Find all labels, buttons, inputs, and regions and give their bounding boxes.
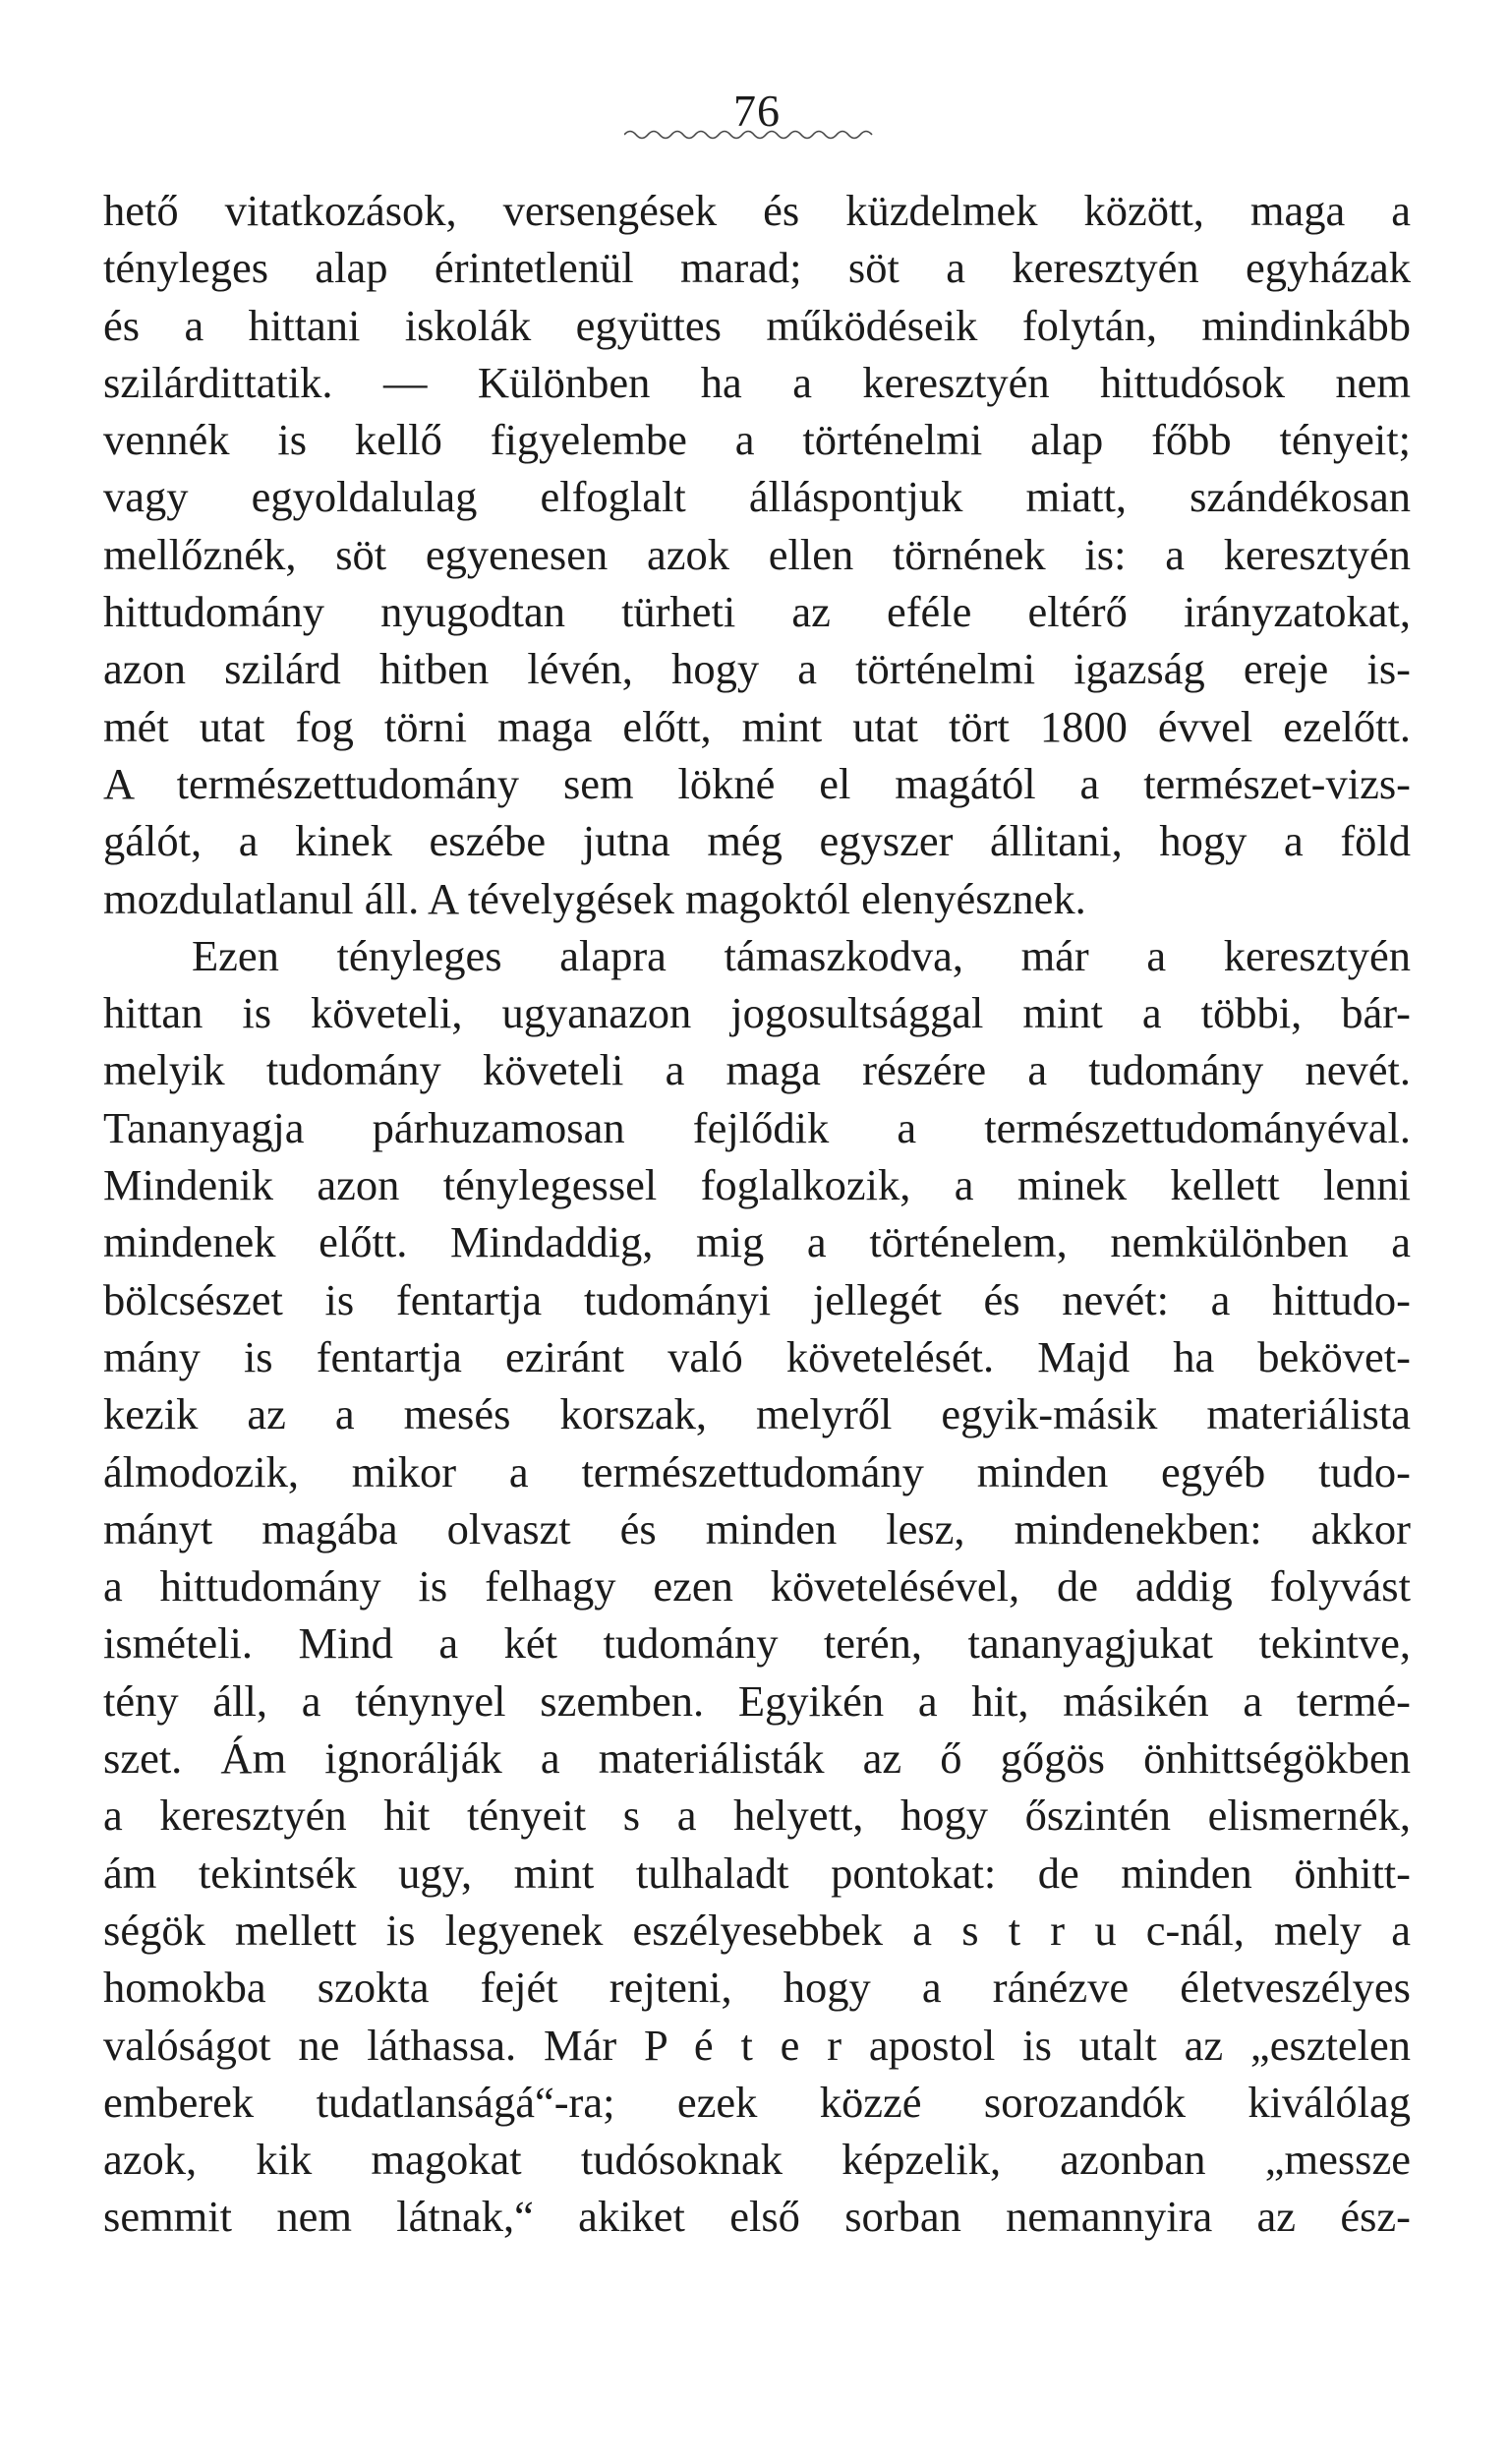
text-line: vagy egyoldalulag elfoglalt álláspontjuk miatt, szándékosan <box>103 472 1411 522</box>
text-line: a hittudomány is felhagy ezen követelésével, de addig folyvást <box>103 1561 1411 1612</box>
paragraph-start-line: Ezen tényleges alapra támaszkodva, már a keresztyén <box>192 930 1411 980</box>
text-line: homokba szokta fejét rejteni, hogy a ránézve életveszélyes <box>103 1963 1411 2013</box>
text-line: valóságot ne láthassa. Már P é t e r apostol is utalt az „esztelen <box>103 2020 1411 2070</box>
text-line: és a hittani iskolák együttes működéseik folytán, mindinkább <box>103 300 1411 350</box>
text-line: szilárdittatik. — Különben ha a keresztyén hittudósok nem <box>103 357 1411 407</box>
text-line: vennék is kellő figyelembe a történelmi alap főbb tényeit; <box>103 415 1411 465</box>
text-line: mindenek előtt. Mindaddig, mig a történelem, nemkülönben a <box>103 1217 1411 1267</box>
text-line: ismételi. Mind a két tudomány terén, tananyagjukat tekintve, <box>103 1618 1411 1669</box>
text-line: azok, kik magokat tudósoknak képzelik, azonban „messze <box>103 2135 1411 2185</box>
text-line: álmodozik, mikor a természettudomány minden egyéb tudo- <box>103 1446 1411 1496</box>
text-line: ségök mellett is legyenek eszélyesebbek a s t r u c-nál, mely a <box>103 1905 1411 1955</box>
text-line: mány is fentartja eziránt való követelését. Majd ha bekövet- <box>103 1331 1411 1381</box>
text-line: ám tekintsék ugy, mint tulhaladt pontokat: de minden önhitt- <box>103 1848 1411 1898</box>
text-line: mét utat fog törni maga előtt, mint utat tört 1800 évvel ezelőtt. <box>103 701 1411 751</box>
page-text <box>103 182 1411 2246</box>
text-line: kezik az a mesés korszak, melyről egyik-másik materiálista <box>103 1389 1411 1439</box>
text-line: A természettudomány sem lökné el magától a természet-vizs- <box>103 758 1411 808</box>
text-line: szet. Ám ignorálják a materiálisták az ő gőgös önhittségökben <box>103 1733 1411 1784</box>
text-line: hittan is követeli, ugyanazon jogosultsággal mint a többi, bár- <box>103 988 1411 1038</box>
text-line: gálót, a kinek eszébe jutna még egyszer állitani, hogy a föld <box>103 816 1411 866</box>
text-line: hittudomány nyugodtan türheti az eféle eltérő irányzatokat, <box>103 587 1411 637</box>
text-line: mellőznék, söt egyenesen azok ellen törnének is: a keresztyén <box>103 529 1411 579</box>
text-line: azon szilárd hitben lévén, hogy a történelmi igazság ereje is- <box>103 644 1411 694</box>
text-line: bölcsészet is fentartja tudományi jellegét és nevét: a hittudo- <box>103 1274 1411 1324</box>
text-line: tényleges alap érintetlenül marad; söt a keresztyén egyházak <box>103 243 1411 293</box>
text-line: a keresztyén hit tényeit s a helyett, hogy őszintén elismernék, <box>103 1790 1411 1841</box>
text-line: tény áll, a ténynyel szemben. Egyikén a hit, másikén a termé- <box>103 1675 1411 1726</box>
text-line: mányt magába olvaszt és minden lesz, mindenekben: akkor <box>103 1503 1411 1554</box>
text-line: emberek tudatlanságá“-ra; ezek közzé sorozandók kiválólag <box>103 2077 1411 2127</box>
text-line: semmit nem látnak,“ akiket első sorban nemannyira az ész- <box>103 2192 1411 2242</box>
text-line: Mindenik azon ténylegessel foglalkozik, a minek kellett lenni <box>103 1160 1411 1210</box>
text-line: melyik tudomány követeli a maga részére a tudomány nevét. <box>103 1045 1411 1095</box>
wavy-ornament-icon <box>624 128 875 142</box>
paragraph-end-line: mozdulatlanul áll. A tévelygések magoktól elenyésznek. <box>103 873 1086 923</box>
text-line: Tananyagja párhuzamosan fejlődik a természettudományéval. <box>103 1102 1411 1152</box>
page-number: 76 <box>733 86 781 136</box>
text-line: hető vitatkozások, versengések és küzdelmek között, maga a <box>103 186 1411 235</box>
